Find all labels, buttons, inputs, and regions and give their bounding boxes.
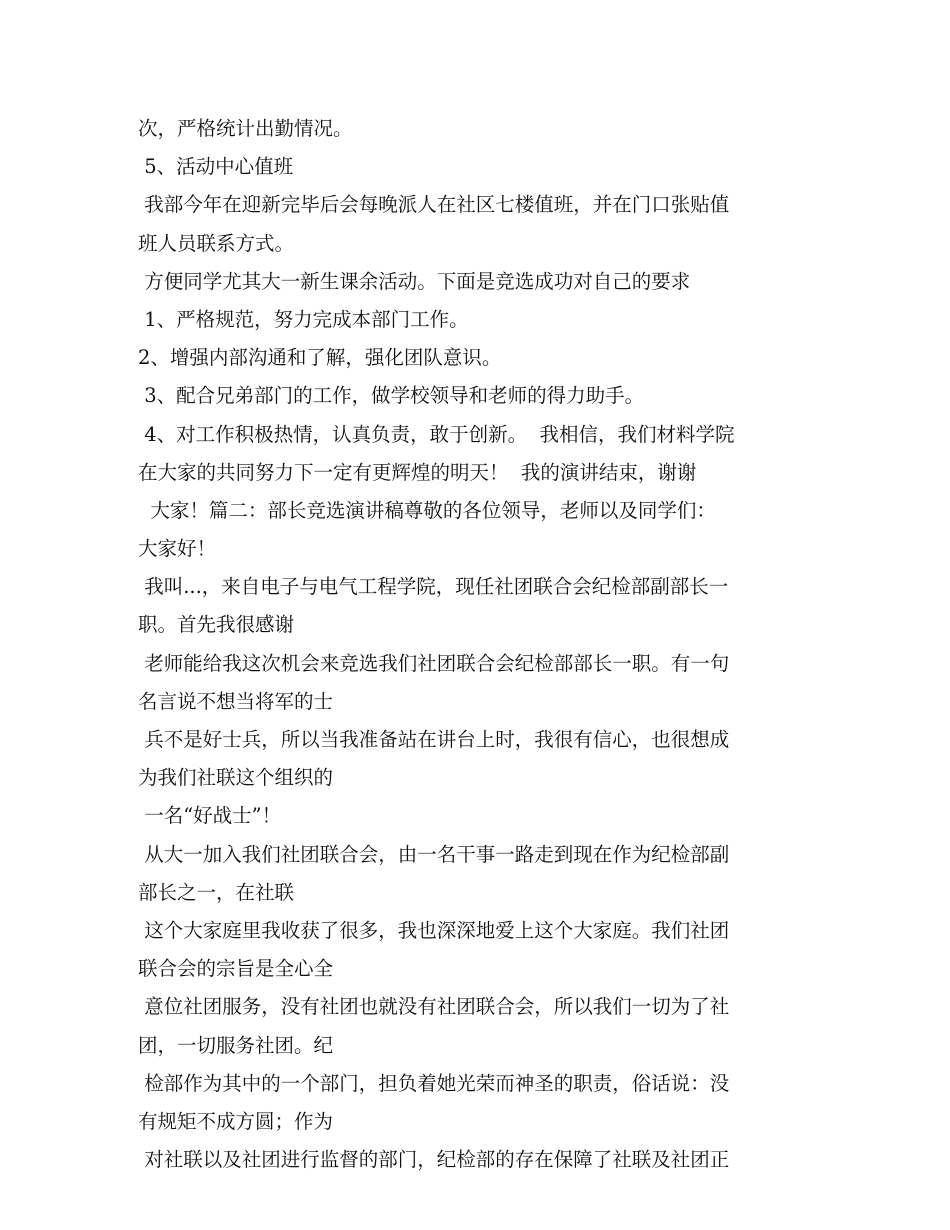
text-line: 在大家的共同努力下一定有更辉煌的明天！ 我的演讲结束，谢谢	[138, 460, 697, 484]
text-line: 联合会的宗旨是全心全	[138, 957, 334, 981]
text-line: 团，一切服务社团。纪	[138, 1033, 334, 1057]
text-line: 我叫...，来自电子与电气工程学院，现任社团联合会纪检部副部长一	[138, 575, 729, 599]
text-line: 次，严格统计出勤情况。	[138, 117, 353, 140]
document-body	[138, 110, 828, 1179]
text-line: 意位社团服务，没有社团也就没有社团联合会，所以我们一切为了社	[138, 995, 730, 1019]
text-line: 一名“好战士”！	[138, 804, 282, 828]
text-line: 对社联以及社团进行监督的部门，纪检部的存在保障了社联及社团正	[138, 1148, 730, 1172]
text-line: 从大一加入我们社团联合会，由一名干事一路走到现在作为纪检部副	[138, 842, 730, 866]
list-item: 3、配合兄弟部门的工作，做学校领导和老师的得力助手。	[138, 384, 645, 408]
text-line: 这个大家庭里我收获了很多，我也深深地爱上这个大家庭。我们社团	[138, 918, 730, 942]
text-line: 大家！篇二：部长竞选演讲稿尊敬的各位领导，老师以及同学们：	[138, 498, 716, 522]
list-item: 2、增强内部沟通和了解，强化团队意识。	[138, 346, 502, 370]
text-line: 职。首先我很感谢	[138, 613, 295, 637]
list-item: 4、对工作积极热情，认真负责，敢于创新。 我相信，我们材料学院	[138, 422, 735, 446]
text-line: 大家好！	[138, 537, 217, 561]
text-line: 为我们社联这个组织的	[138, 766, 334, 790]
text-line: 老师能给我这次机会来竞选我们社团联合会纪检部部长一职。有一句	[138, 651, 730, 675]
text-line: 方便同学尤其大一新生课余活动。下面是竞选成功对自己的要求	[138, 269, 691, 293]
list-item: 1、严格规范，努力完成本部门工作。	[138, 307, 469, 331]
text-line: 班人员联系方式。	[138, 231, 295, 255]
text-line: 我部今年在迎新完毕后会每晚派人在社区七楼值班，并在门口张贴值	[138, 193, 730, 217]
text-line: 部长之一，在社联	[138, 880, 295, 904]
text-line: 名言说不想当将军的士	[138, 689, 334, 713]
section-heading: 5、活动中心值班	[138, 155, 294, 179]
text-line: 兵不是好士兵，所以当我准备站在讲台上时，我很有信心，也很想成	[138, 728, 730, 751]
text-line: 有规矩不成方圆；作为	[138, 1109, 334, 1133]
text-line: 检部作为其中的一个部门，担负着她光荣而神圣的职责，俗话说：没	[138, 1071, 730, 1095]
